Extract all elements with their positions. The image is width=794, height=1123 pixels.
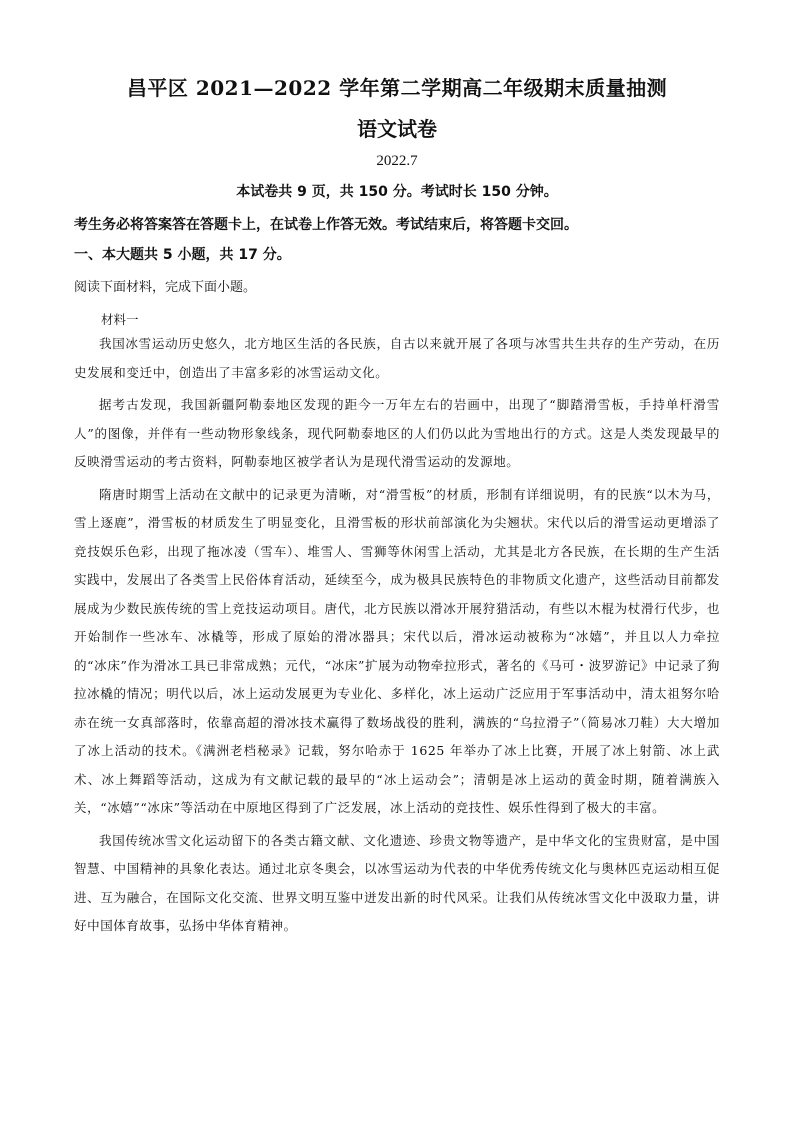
section-instruction: 阅读下面材料，完成下面小题。 (74, 280, 257, 295)
paragraph: 我国传统冰雪文化运动留下的各类古籍文献、文化遗迹、珍贵文物等遗产，是中华文化的宝贵财富，是中国智慧、中国精神的具象化表达。通过北京冬奥会，以冰雪运动为代表的中华优秀传统文化与奥林匹克运动相互促进、互为融合，在国际文化交流、世界文明互鉴中迸发出新的时代风采。让我们从传统冰雪文化中汲取力量，讲好中国体育故事，弘扬中华体育精神。 (74, 832, 720, 933)
material-body (74, 330, 720, 945)
paragraph: 据考古发现，我国新疆阿勒泰地区发现的距今一万年左右的岩画中，出现了“脚踏滑雪板，手持单杆滑雪人”的图像，并伴有一些动物形象线条，现代阿勒泰地区的人们仍以此为雪地出行的方式。这是人类发现最早的反映滑雪运动的考古资料，阿勒泰地区被学者认为是现代滑雪运动的发源地。 (74, 397, 720, 469)
paragraph: 隋唐时期雪上活动在文献中的记录更为清晰，对“滑雪板”的材质，形制有详细说明，有的民族“以木为马，雪上逐鹿”，滑雪板的材质发生了明显变化，且滑雪板的形状前部演化为尖翘状。宋代以后的滑雪运动更增添了竞技娱乐色彩，出现了拖冰凌（雪车）、堆雪人、雪狮等休闲雪上活动，尤其是北方各民族，在长期的生产生活实践中，发展出了各类雪上民俗体育活动，延续至今，成为极具民族特色的非物质文化遗产，这些活动目前都发展成为少数民族传统的雪上竞技运动项目。唐代，北方民族以滑冰开展狩猎活动，有些以木棍为杖滑行代步，也开始制作一些冰车、冰橇等，形成了原始的滑冰器具；宋代以后，滑冰运动被称为“冰嬉”，并且以人力牵拉的“冰床”作为滑冰工具已非常成熟；元代，“冰床”扩展为动物牵拉形式，著名的《马可・波罗游记》中记录了狗拉冰橇的情况；明代以后，冰上运动发展更为专业化、多样化，冰上运动广泛应用于军事活动中，清太祖努尔哈赤在统一女真部落时，依靠高超的滑冰技术赢得了数场战役的胜利，满族的“乌拉滑子”（简易冰刀鞋）大大增加了冰上活动的技术。《满洲老档秘录》记载，努尔哈赤于 1625 年举办了冰上比赛，开展了冰上射箭、冰上武术、冰上舞蹈等活动，这成为有文献记载的最早的“冰上运动会”；清朝是冰上运动的黄金时期，随着满族入关，“冰嬉”“冰床”等活动在中原地区得到了广泛发展，冰上活动的竞技性、娱乐性得到了极大的丰富。 (74, 486, 720, 815)
paragraph: 我国冰雪运动历史悠久，北方地区生活的各民族，自古以来就开展了各项与冰雪共生共存的生产劳动，在历史发展和变迁中，创造出了丰富多彩的冰雪运动文化。 (74, 336, 720, 380)
exam-subtitle: 语文试卷 (357, 117, 437, 141)
section-heading: 一、本大题共 5 小题，共 17 分。 (74, 247, 291, 263)
material-label: 材料一 (101, 312, 139, 327)
exam-title: 昌平区 2021—2022 学年第二学期高二年级期末质量抽测 (126, 76, 668, 100)
exam-info: 本试卷共 9 页，共 150 分。考试时长 150 分钟。 (236, 184, 558, 200)
exam-date: 2022.7 (376, 153, 418, 169)
exam-notice: 考生务必将答案答在答题卡上，在试卷上作答无效。考试结束后，将答题卡交回。 (74, 217, 578, 233)
